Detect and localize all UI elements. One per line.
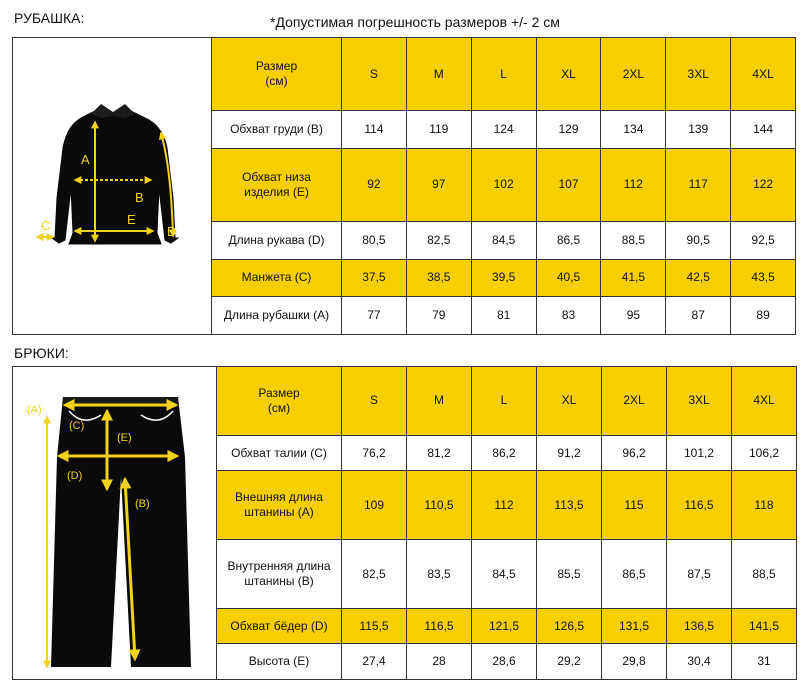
pants-value-cell: 116,5 xyxy=(407,608,472,644)
shirt-value-cell: 102 xyxy=(471,148,536,221)
pants-size-table xyxy=(216,366,797,680)
shirt-value-cell: 119 xyxy=(406,111,471,149)
shirt-table-row xyxy=(212,259,796,297)
shirt-row-label: Обхват груди (B) xyxy=(212,111,342,149)
shirt-size-header: M xyxy=(406,38,471,111)
shirt-value-cell: 82,5 xyxy=(406,221,471,259)
pants-label-a: (A) xyxy=(27,404,42,416)
pants-value-cell: 115,5 xyxy=(342,608,407,644)
pants-value-cell: 86,2 xyxy=(472,435,537,471)
pants-value-cell: 91,2 xyxy=(537,435,602,471)
pants-drawing xyxy=(13,367,216,679)
pants-value-cell: 86,5 xyxy=(602,540,667,609)
shirt-value-cell: 144 xyxy=(731,111,796,149)
shirt-drawing xyxy=(13,38,211,334)
pants-value-cell: 31 xyxy=(732,644,797,680)
shirt-value-cell: 89 xyxy=(731,297,796,335)
pants-table-row xyxy=(217,471,797,540)
shirt-value-cell: 117 xyxy=(666,148,731,221)
pants-size-header: L xyxy=(472,367,537,436)
pants-table-row xyxy=(217,540,797,609)
pants-value-cell: 131,5 xyxy=(602,608,667,644)
shirt-table-row xyxy=(212,111,796,149)
pants-label-b: (B) xyxy=(135,498,150,510)
pants-value-cell: 110,5 xyxy=(407,471,472,540)
pants-size-header: XL xyxy=(537,367,602,436)
pants-header-row xyxy=(217,367,797,436)
shirt-value-cell: 114 xyxy=(342,111,407,149)
shirt-silhouette xyxy=(52,108,178,244)
pants-row-label: Обхват бёдер (D) xyxy=(217,608,342,644)
shirt-row-label: Длина рубашки (A) xyxy=(212,297,342,335)
shirt-value-cell: 79 xyxy=(406,297,471,335)
shirt-size-header: 4XL xyxy=(731,38,796,111)
shirt-table-row xyxy=(212,148,796,221)
pants-value-cell: 83,5 xyxy=(407,540,472,609)
pants-table-row xyxy=(217,644,797,680)
shirt-value-cell: 86,5 xyxy=(536,221,601,259)
shirt-size-header: XL xyxy=(536,38,601,111)
pants-value-cell: 81,2 xyxy=(407,435,472,471)
pants-value-cell: 76,2 xyxy=(342,435,407,471)
shirt-value-cell: 107 xyxy=(536,148,601,221)
shirt-header-row xyxy=(212,38,796,111)
shirt-value-cell: 84,5 xyxy=(471,221,536,259)
shirt-value-cell: 39,5 xyxy=(471,259,536,297)
pants-value-cell: 29,2 xyxy=(537,644,602,680)
shirt-value-cell: 41,5 xyxy=(601,259,666,297)
pants-value-cell: 29,8 xyxy=(602,644,667,680)
pants-value-cell: 106,2 xyxy=(732,435,797,471)
shirt-value-cell: 90,5 xyxy=(666,221,731,259)
pants-label-e: (E) xyxy=(117,432,132,444)
shirt-row-label: Обхват низа изделия (E) xyxy=(212,148,342,221)
pants-value-cell: 27,4 xyxy=(342,644,407,680)
pants-value-cell: 85,5 xyxy=(537,540,602,609)
pants-value-cell: 87,5 xyxy=(667,540,732,609)
shirt-value-cell: 80,5 xyxy=(342,221,407,259)
pants-value-cell: 84,5 xyxy=(472,540,537,609)
shirt-size-table xyxy=(211,37,796,335)
shirt-value-cell: 97 xyxy=(406,148,471,221)
pants-size-header: S xyxy=(342,367,407,436)
pants-table-row xyxy=(217,608,797,644)
pants-value-cell: 30,4 xyxy=(667,644,732,680)
pants-table-row xyxy=(217,435,797,471)
shirt-value-cell: 112 xyxy=(601,148,666,221)
shirt-value-cell: 37,5 xyxy=(342,259,407,297)
pants-value-cell: 118 xyxy=(732,471,797,540)
pants-value-cell: 116,5 xyxy=(667,471,732,540)
shirt-size-header: S xyxy=(342,38,407,111)
shirt-value-cell: 81 xyxy=(471,297,536,335)
shirt-label-a: A xyxy=(81,152,90,167)
shirt-label-c: C xyxy=(41,218,51,233)
shirt-value-cell: 88,5 xyxy=(601,221,666,259)
shirt-table-row xyxy=(212,221,796,259)
shirt-section-title: РУБАШКА: xyxy=(14,10,85,26)
shirt-value-cell: 92 xyxy=(342,148,407,221)
shirt-value-cell: 129 xyxy=(536,111,601,149)
pants-size-header: 2XL xyxy=(602,367,667,436)
shirt-size-header: 2XL xyxy=(601,38,666,111)
shirt-value-cell: 87 xyxy=(666,297,731,335)
pants-value-cell: 28 xyxy=(407,644,472,680)
pants-illustration xyxy=(12,366,217,680)
pants-value-cell: 115 xyxy=(602,471,667,540)
shirt-size-header: L xyxy=(471,38,536,111)
shirt-value-cell: 95 xyxy=(601,297,666,335)
pants-value-cell: 113,5 xyxy=(537,471,602,540)
shirt-value-cell: 139 xyxy=(666,111,731,149)
pants-label-d: (D) xyxy=(67,470,83,482)
pants-value-cell: 126,5 xyxy=(537,608,602,644)
shirt-label-d: D xyxy=(167,224,177,239)
shirt-row-label: Длина рукава (D) xyxy=(212,221,342,259)
pants-value-cell: 88,5 xyxy=(732,540,797,609)
pants-value-cell: 121,5 xyxy=(472,608,537,644)
shirt-value-cell: 40,5 xyxy=(536,259,601,297)
pants-row-label: Внутренняя длина штанины (B) xyxy=(217,540,342,609)
pants-value-cell: 109 xyxy=(342,471,407,540)
pants-row-label: Высота (E) xyxy=(217,644,342,680)
shirt-value-cell: 42,5 xyxy=(666,259,731,297)
shirt-value-cell: 124 xyxy=(471,111,536,149)
shirt-size-header: 3XL xyxy=(666,38,731,111)
pants-value-cell: 28,6 xyxy=(472,644,537,680)
pants-size-header: 3XL xyxy=(667,367,732,436)
pants-value-cell: 82,5 xyxy=(342,540,407,609)
pants-row-label: Внешняя длина штанины (A) xyxy=(217,471,342,540)
pants-header-label: Размер (см) xyxy=(217,367,342,436)
shirt-value-cell: 92,5 xyxy=(731,221,796,259)
shirt-label-e: E xyxy=(127,212,136,227)
shirt-value-cell: 77 xyxy=(342,297,407,335)
pants-label-c: (C) xyxy=(69,420,85,432)
shirt-illustration xyxy=(12,37,212,335)
pants-value-cell: 101,2 xyxy=(667,435,732,471)
shirt-row-label: Манжета (C) xyxy=(212,259,342,297)
shirt-value-cell: 83 xyxy=(536,297,601,335)
shirt-value-cell: 122 xyxy=(731,148,796,221)
shirt-header-label: Размер (см) xyxy=(212,38,342,111)
pants-value-cell: 112 xyxy=(472,471,537,540)
pants-value-cell: 141,5 xyxy=(732,608,797,644)
shirt-label-b: B xyxy=(135,190,144,205)
shirt-value-cell: 43,5 xyxy=(731,259,796,297)
tolerance-note: *Допустимая погрешность размеров +/- 2 см xyxy=(270,14,560,30)
pants-size-header: 4XL xyxy=(732,367,797,436)
pants-row-label: Обхват талии (C) xyxy=(217,435,342,471)
shirt-value-cell: 134 xyxy=(601,111,666,149)
pants-size-header: M xyxy=(407,367,472,436)
pants-section-title: БРЮКИ: xyxy=(14,345,69,361)
pants-value-cell: 96,2 xyxy=(602,435,667,471)
shirt-value-cell: 38,5 xyxy=(406,259,471,297)
pants-value-cell: 136,5 xyxy=(667,608,732,644)
shirt-table-row xyxy=(212,297,796,335)
